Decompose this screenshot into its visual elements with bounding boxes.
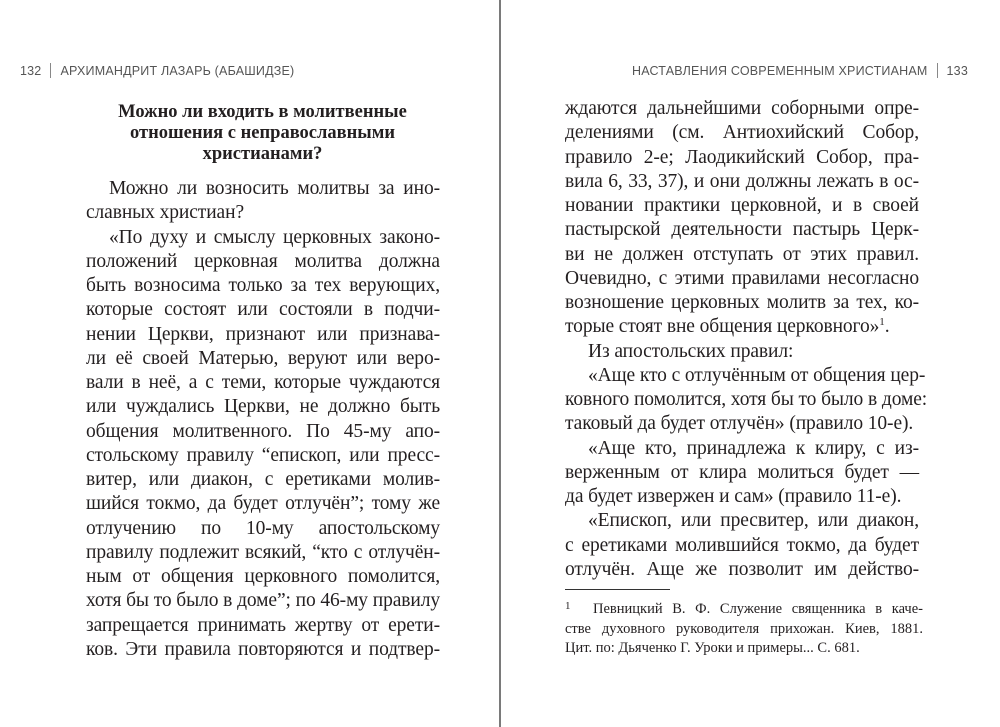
right-running-head-title: НАСТАВЛЕНИЯ СОВРЕМЕННЫМ ХРИСТИАНАМ — [631, 64, 928, 78]
heading-line: христианами? — [202, 144, 323, 164]
text-line: хотя бы то было в доме”; по 46-му правилу — [86, 590, 440, 612]
text-line: вознoшение церковных молитв за тех, ко- — [565, 292, 919, 313]
text-line: шийся токмо, да будет отлучён”; тому же — [86, 493, 440, 515]
text-line: правило 2-е; Лаодикийский Собор, пра- — [565, 146, 919, 168]
text-line: да будет извержен и сам» (правило 11-е). — [565, 486, 902, 507]
footnote-divider — [565, 589, 670, 590]
left-body-text — [86, 177, 440, 662]
text-line: правилу подлежит всякий, “кто с отлучён- — [86, 541, 440, 563]
heading-line: Можно ли входить в молитвенные — [118, 102, 407, 122]
running-head-separator — [50, 63, 51, 78]
text-line: пастырской деятельности пастырь Церк- — [565, 219, 919, 241]
footnote-reference[interactable]: 1 — [879, 316, 885, 329]
text-line: «По духу и смыслу церковных законо- — [109, 226, 440, 248]
text-line: положений церковная молитва должна — [86, 250, 440, 272]
right-body-text — [565, 97, 928, 582]
heading-line: отношения с неправославными — [130, 123, 395, 143]
text-line: отлучению по 10-му апостольскому — [86, 517, 440, 539]
left-running-head-title: АРХИМАНДРИТ ЛАЗАРЬ (АБАШИДЗЕ) — [60, 64, 295, 78]
footnote-number: 1 — [565, 600, 571, 612]
text-line: вила 6, 33, 37), и они должны лежать в ос- — [565, 170, 919, 192]
left-running-head — [20, 63, 294, 78]
right-running-head — [632, 63, 968, 78]
footnote-text: Певницкий В. Ф. Служение священника в каче- — [593, 601, 923, 617]
text-line: таковый да будет отлучён» (правило 10-е). — [565, 413, 914, 435]
right-page-number: 133 — [946, 64, 968, 78]
text-line: Очевидно, с этими правилами несогласно — [565, 267, 919, 289]
footnote-line: Цит. по: Дьяченко Г. Уроки и примеры... С. 681. — [565, 640, 860, 656]
section-heading — [90, 102, 435, 165]
text-line: «Епископ, или пресвитер, или диакон, — [588, 510, 919, 532]
text-line: верженным от клира молиться будет — — [565, 461, 919, 483]
footnote-line — [565, 597, 923, 620]
text-line: общения молитвенного. По 45-му апо- — [86, 420, 440, 442]
running-head-separator — [937, 63, 938, 78]
text-line: с еретиками молившийся токмо, да будет — [565, 534, 919, 556]
text-line: стольскому правилу “епископ, или пресс- — [86, 444, 440, 466]
text-line: славных христиан? — [86, 202, 245, 224]
text-line: «Аще кто с отлучённым от общения цер- — [588, 364, 926, 386]
text-line-content: торые стоят вне общения церковного» — [565, 316, 880, 338]
text-line: вали в неё, а с теми, которые чуждаются — [86, 372, 440, 393]
text-line: Из апостольских правил: — [588, 340, 794, 362]
text-line: витер, или диакон, с еретиками молив- — [86, 469, 440, 490]
text-line: Можно ли возносить молитвы за ино- — [109, 178, 440, 199]
left-page — [0, 0, 499, 727]
text-line: ков. Эти правила повторяются и подтвер- — [86, 638, 440, 660]
text-line: ковного помолится, хотя бы то было в доме: — [565, 389, 928, 410]
left-page-number: 132 — [20, 64, 42, 78]
text-line: ви не должен отступать от этих правил. — [565, 243, 919, 265]
text-line: делениями (см. Антиохийский Собор, — [565, 122, 919, 144]
text-line: ждаются дальнейшими соборными опре- — [565, 98, 919, 119]
text-line: которые состоят или состояли в подчи- — [86, 299, 440, 321]
text-line: нении Церкви, признают или признава- — [86, 323, 440, 345]
text-line: быть возносима только за тех верующих, — [86, 275, 440, 296]
footnote — [565, 597, 923, 659]
text-line: торые стоят вне общения церковного»$^1$. — [565, 316, 890, 338]
text-line: ным от общения церковного помолится, — [86, 566, 440, 587]
text-line: запрещается принимать жертву от ерети- — [86, 614, 440, 636]
text-line: отлучён. Аще же позволит им действо- — [565, 558, 919, 580]
text-line: новании практики церковной, и в своей — [565, 195, 919, 216]
text-line: «Аще кто, принадлежа к клиру, с из- — [588, 437, 919, 459]
text-line: или чуждались Церкви, не должно быть — [86, 396, 440, 418]
footnote-line: стве духовного руководителя прихожан. Киев, 1881. — [565, 620, 923, 637]
text-line: ли её своей Матерью, веруют или веро- — [86, 347, 440, 369]
